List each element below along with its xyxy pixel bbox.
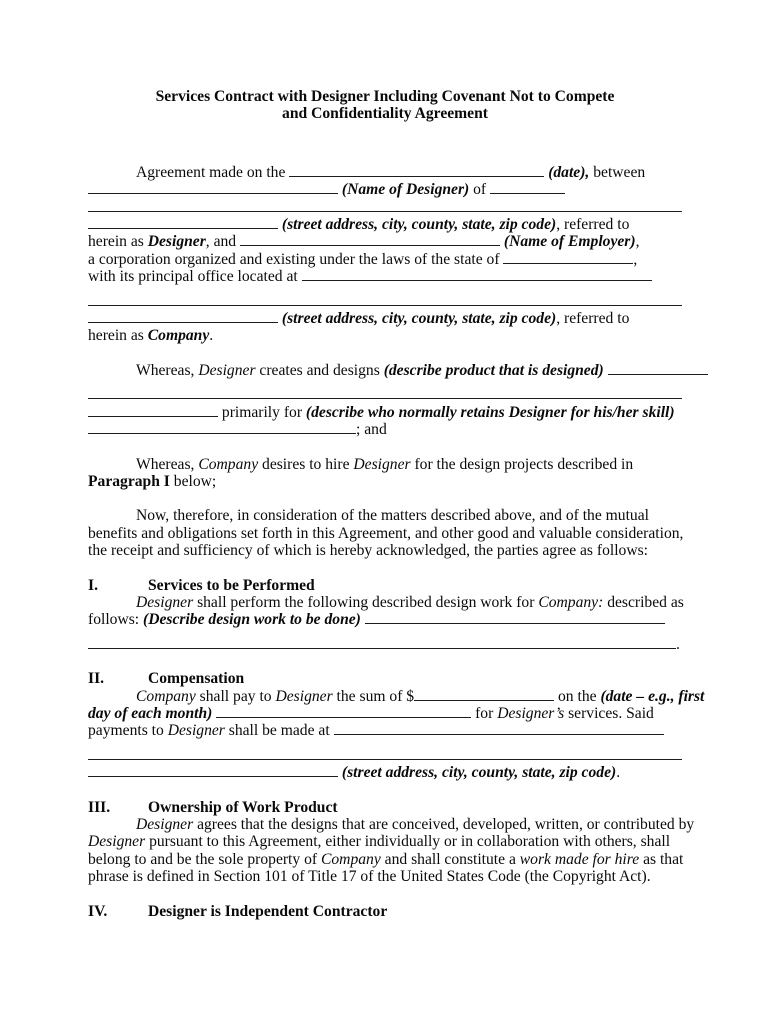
text-segment: Company: <box>538 593 604 611</box>
text-segment: benefits and obligations set forth in this Agreement, and other good and valuable consideration, <box>88 524 684 542</box>
text-segment: , referred to <box>556 216 630 234</box>
text-line <box>88 747 682 764</box>
text-segment: Designer <box>167 722 225 740</box>
text-line <box>88 362 682 379</box>
blank-field[interactable] <box>88 321 278 323</box>
text-segment: phrase is defined in Section 101 of Title 17 of the United States Code (the Copyright Act). <box>88 868 651 886</box>
text-segment: Designer <box>353 455 411 473</box>
text-segment: Services Contract with Designer Including Covenant Not to Compete <box>155 88 615 105</box>
text-segment: Company <box>147 327 210 345</box>
text-segment: for the design projects described in <box>410 455 634 473</box>
blank-field[interactable] <box>88 397 682 399</box>
text-segment: Designer <box>198 361 256 379</box>
text-line <box>88 833 682 850</box>
text-line <box>88 105 682 122</box>
blank-field[interactable] <box>88 227 278 229</box>
text-segment: , <box>633 250 638 268</box>
text-segment: Ownership of Work Product <box>148 798 338 816</box>
text-segment: III. <box>88 798 111 816</box>
text-segment: the receipt and sufficiency of which is hereby acknowledged, the parties agree as follows: <box>88 542 649 560</box>
text-segment: (Name of Employer) <box>503 233 636 251</box>
blank-field[interactable] <box>302 279 652 281</box>
blank-field[interactable] <box>490 192 565 194</box>
text-segment <box>604 362 608 379</box>
text-segment: desires to hire <box>258 455 354 473</box>
text-segment: Designer <box>275 687 333 705</box>
text-line <box>88 199 682 216</box>
blank-field[interactable] <box>334 733 664 735</box>
text-line <box>88 386 682 403</box>
text-segment: with its principal office located at <box>88 268 302 286</box>
text-segment: . <box>616 764 621 782</box>
text-segment: II. <box>88 670 105 688</box>
text-line <box>88 577 682 594</box>
text-segment: Designer <box>147 233 206 251</box>
text-line <box>88 722 682 739</box>
text-line <box>88 404 682 421</box>
text-segment: (street address, city, county, state, zip code) <box>281 216 557 234</box>
text-segment: services. Said <box>564 704 654 722</box>
text-segment: primarily for <box>218 403 306 421</box>
text-segment: Designer is Independent Contractor <box>148 902 388 920</box>
text-segment: a corporation organized and existing under the laws of the state of <box>88 250 504 268</box>
whereas-designer-paragraph <box>88 362 682 439</box>
text-segment: Agreement made on the <box>136 163 290 181</box>
text-line <box>88 327 682 344</box>
blank-field[interactable] <box>88 775 338 777</box>
text-segment: (Name of Designer) <box>341 181 470 199</box>
blank-field[interactable] <box>414 699 554 701</box>
text-segment: follows: <box>88 611 144 629</box>
text-segment: between <box>589 163 646 181</box>
text-line <box>88 88 682 105</box>
text-segment: of <box>469 181 491 199</box>
text-segment: shall pay to <box>195 687 276 705</box>
text-line <box>88 611 682 628</box>
text-segment: shall be made at <box>224 722 334 740</box>
section-1-services <box>88 577 682 654</box>
text-segment <box>212 705 216 722</box>
text-segment: , and <box>205 233 241 251</box>
text-segment: (date), <box>548 163 590 181</box>
text-segment: Designer <box>136 816 194 833</box>
text-segment: Designer <box>136 593 194 611</box>
opening-paragraph <box>88 164 682 345</box>
text-segment: for <box>471 704 498 722</box>
consideration-paragraph <box>88 507 682 559</box>
text-segment: Whereas, <box>136 361 199 379</box>
text-segment: and shall constitute a <box>380 850 520 868</box>
blank-field[interactable] <box>88 647 676 649</box>
text-segment: Company <box>136 687 196 705</box>
text-segment: (describe product that is designed) <box>383 361 604 379</box>
text-segment: Company <box>320 850 381 868</box>
text-segment: on the <box>554 687 601 705</box>
text-segment: Designer’s <box>497 704 565 722</box>
section-2-compensation <box>88 670 705 782</box>
text-line <box>88 421 682 438</box>
text-segment: (date – e.g., first <box>600 687 705 705</box>
text-line <box>88 251 682 268</box>
text-line <box>88 233 682 250</box>
text-segment: (describe who normally retains Designer for his/her skill) <box>305 403 675 421</box>
text-line <box>88 687 705 705</box>
text-segment: herein as <box>88 233 148 251</box>
text-segment: Services to be Performed <box>148 576 315 594</box>
text-line <box>88 903 682 920</box>
text-segment: as that <box>639 850 684 868</box>
text-segment: Paragraph I <box>88 472 170 490</box>
text-line <box>88 293 682 310</box>
text-segment: herein as <box>88 327 148 345</box>
text-segment: ; and <box>356 421 387 439</box>
text-segment <box>361 611 365 628</box>
text-segment: IV. <box>88 902 108 920</box>
text-line <box>88 816 695 833</box>
text-segment: the sum of $ <box>332 687 415 705</box>
blank-field[interactable] <box>88 304 682 306</box>
text-segment: , referred to <box>556 310 630 328</box>
text-segment: below; <box>169 472 217 490</box>
text-line <box>88 594 682 611</box>
text-line <box>88 705 682 722</box>
text-segment: (Describe design work to be done) <box>143 611 361 629</box>
text-segment: Compensation <box>148 670 245 688</box>
text-segment: and Confidentiality Agreement <box>282 105 488 123</box>
text-line <box>88 868 682 885</box>
blank-field[interactable] <box>216 716 471 718</box>
text-segment: day of each month) <box>88 704 213 722</box>
text-line <box>88 525 682 542</box>
text-segment: work made for hire <box>519 850 640 868</box>
blank-field[interactable] <box>608 373 708 375</box>
text-segment: , <box>635 233 640 251</box>
text-line <box>88 164 682 181</box>
text-line <box>88 507 682 524</box>
text-segment: agrees that the designs that are conceived, developed, written, or contributed by <box>193 816 695 833</box>
blank-field[interactable] <box>88 415 218 417</box>
text-line <box>88 473 682 490</box>
text-line <box>88 216 682 233</box>
text-segment: (street address, city, county, state, zip code) <box>341 764 617 782</box>
blank-field[interactable] <box>365 622 665 624</box>
text-segment: . <box>676 635 680 653</box>
text-line <box>88 636 682 653</box>
text-segment: . <box>209 327 214 345</box>
section-4-independent-contractor <box>88 903 682 920</box>
blank-field[interactable] <box>88 210 682 212</box>
text-segment: creates and designs <box>255 361 384 379</box>
text-line <box>88 268 682 285</box>
text-segment: payments to <box>88 722 168 740</box>
text-line <box>88 542 682 559</box>
whereas-company-paragraph <box>88 456 682 491</box>
blank-field[interactable] <box>240 244 500 246</box>
text-segment: Now, therefore, in consideration of the matters described above, and of the mutual <box>136 507 649 525</box>
text-line <box>88 456 682 473</box>
text-line <box>88 799 682 816</box>
text-segment: Company <box>198 455 259 473</box>
text-segment: shall perform the following described design work for <box>193 593 539 611</box>
section-3-ownership <box>88 798 695 886</box>
text-line <box>88 670 682 687</box>
text-segment: Designer <box>88 833 146 851</box>
text-segment: (street address, city, county, state, zip code) <box>281 310 557 328</box>
document-title <box>88 88 682 123</box>
text-segment: belong to and be the sole property of <box>88 850 321 868</box>
blank-field[interactable] <box>88 432 356 434</box>
text-segment: I. <box>88 576 98 594</box>
blank-field[interactable] <box>88 192 338 194</box>
blank-field[interactable] <box>88 758 682 760</box>
text-segment: Whereas, <box>136 455 199 473</box>
text-line <box>88 310 682 327</box>
blank-field[interactable] <box>289 175 544 177</box>
text-segment: described as <box>603 593 684 611</box>
text-line <box>88 764 682 781</box>
text-line <box>88 851 682 868</box>
text-segment: pursuant to this Agreement, either individually or in collaboration with others, shall <box>145 833 671 851</box>
text-line <box>88 181 682 198</box>
blank-field[interactable] <box>503 262 633 264</box>
